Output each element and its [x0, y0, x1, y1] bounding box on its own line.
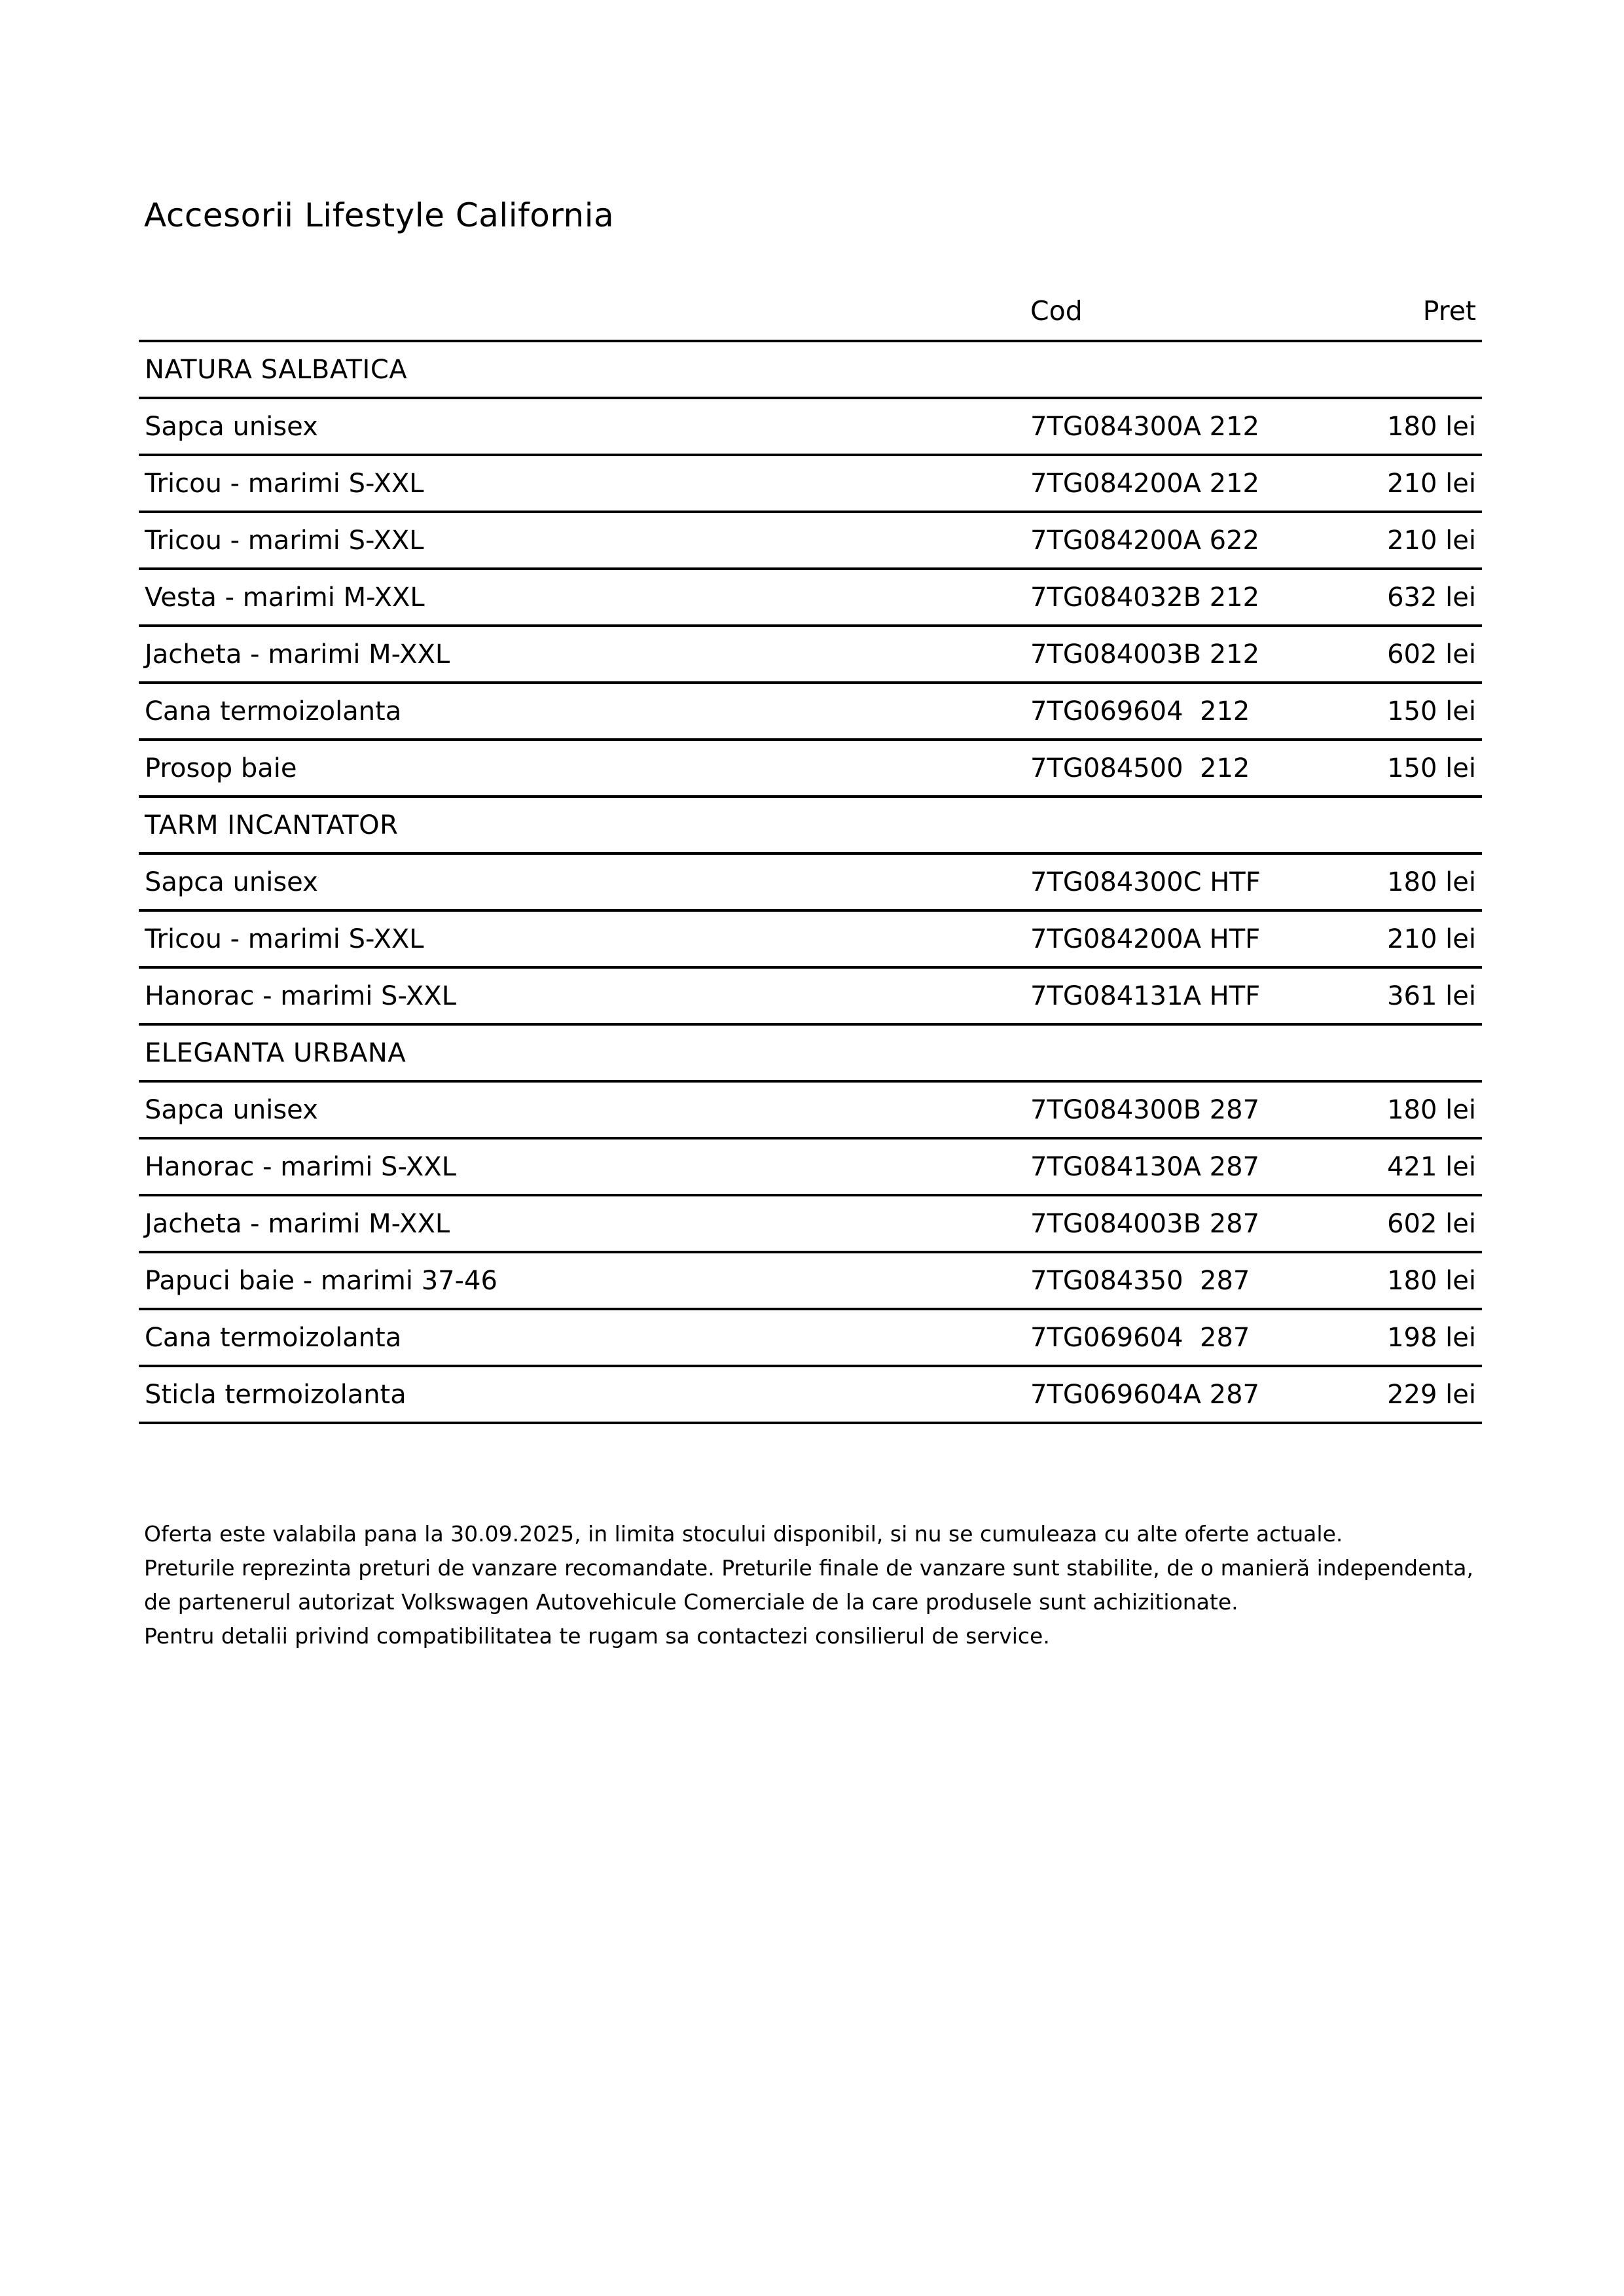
table-row [139, 570, 1482, 627]
item-code: 7TG084500 212 [1030, 753, 1250, 783]
page-title: Accesorii Lifestyle California [144, 196, 615, 234]
table-row [139, 741, 1482, 798]
item-price: 602 lei [1387, 639, 1476, 670]
item-price: 361 lei [1387, 981, 1476, 1011]
item-name: Jacheta - marimi M-XXL [145, 639, 450, 670]
section-header-row [139, 1026, 1482, 1083]
table-row [139, 1310, 1482, 1367]
item-price: 602 lei [1387, 1209, 1476, 1239]
item-price: 632 lei [1387, 583, 1476, 613]
item-price: 198 lei [1387, 1323, 1476, 1353]
table-row [139, 1253, 1482, 1310]
item-price: 229 lei [1387, 1380, 1476, 1410]
item-name: Cana termoizolanta [145, 696, 402, 726]
note-line: Pentru detalii privind compatibilitatea te rugam sa contactezi consilierul de service. [144, 1623, 1050, 1649]
item-name: Hanorac - marimi S-XXL [145, 981, 456, 1011]
table-row [139, 399, 1482, 456]
item-name: Vesta - marimi M-XXL [145, 583, 425, 613]
item-price: 180 lei [1387, 1095, 1476, 1125]
table-row [139, 1367, 1482, 1424]
table-row [139, 1196, 1482, 1253]
section-header-row [139, 342, 1482, 399]
item-price: 180 lei [1387, 412, 1476, 442]
item-price: 210 lei [1387, 469, 1476, 499]
table-row [139, 855, 1482, 912]
item-name: Tricou - marimi S-XXL [145, 526, 424, 556]
item-code: 7TG084131A HTF [1030, 981, 1261, 1011]
item-code: 7TG084300B 287 [1030, 1095, 1260, 1125]
table-row [139, 456, 1482, 513]
item-name: Sapca unisex [145, 412, 318, 442]
section-header-row [139, 798, 1482, 855]
note-line: de partenerul autorizat Volkswagen Autovehicule Comerciale de la care produsele sunt achizitionate. [144, 1589, 1238, 1615]
table-row [139, 1139, 1482, 1196]
item-code: 7TG084200A 212 [1030, 469, 1259, 499]
item-name: Sticla termoizolanta [145, 1380, 406, 1410]
item-name: Prosop baie [145, 753, 297, 783]
table-row [139, 969, 1482, 1026]
item-price: 421 lei [1387, 1152, 1476, 1182]
item-name: Jacheta - marimi M-XXL [145, 1209, 450, 1239]
section-title: ELEGANTA URBANA [145, 1038, 406, 1068]
item-name: Cana termoizolanta [145, 1323, 402, 1353]
table-row [139, 627, 1482, 684]
table-row [139, 912, 1482, 969]
item-code: 7TG069604 212 [1030, 696, 1250, 726]
item-code: 7TG084300C HTF [1030, 867, 1261, 897]
header-code: Cod [1030, 295, 1083, 327]
item-code: 7TG084003B 287 [1030, 1209, 1260, 1239]
item-price: 180 lei [1387, 867, 1476, 897]
table-header-row [139, 283, 1482, 342]
item-code: 7TG069604A 287 [1030, 1380, 1259, 1410]
item-name: Hanorac - marimi S-XXL [145, 1152, 456, 1182]
item-name: Sapca unisex [145, 1095, 318, 1125]
item-price: 150 lei [1387, 753, 1476, 783]
table-row [139, 1083, 1482, 1139]
item-price: 210 lei [1387, 526, 1476, 556]
item-name: Tricou - marimi S-XXL [145, 469, 424, 499]
item-name: Tricou - marimi S-XXL [145, 924, 424, 954]
header-price: Pret [1422, 295, 1476, 327]
item-code: 7TG084003B 212 [1030, 639, 1260, 670]
section-title: NATURA SALBATICA [145, 355, 408, 385]
table-body [139, 342, 1482, 1424]
item-price: 150 lei [1387, 696, 1476, 726]
price-table [139, 283, 1482, 1424]
item-code: 7TG084032B 212 [1030, 583, 1260, 613]
table-row [139, 513, 1482, 570]
item-price: 180 lei [1387, 1266, 1476, 1296]
item-code: 7TG084200A HTF [1030, 924, 1261, 954]
item-code: 7TG084300A 212 [1030, 412, 1259, 442]
item-name: Sapca unisex [145, 867, 318, 897]
item-code: 7TG069604 287 [1030, 1323, 1250, 1353]
item-price: 210 lei [1387, 924, 1476, 954]
item-code: 7TG084200A 622 [1030, 526, 1259, 556]
note-line: Preturile reprezinta preturi de vanzare recomandate. Preturile finale de vanzare sunt stabilite, de o manieră independenta, [144, 1555, 1473, 1581]
item-name: Papuci baie - marimi 37-46 [145, 1266, 497, 1296]
section-title: TARM INCANTATOR [145, 810, 399, 840]
footnotes [144, 1517, 1492, 1653]
item-code: 7TG084350 287 [1030, 1266, 1250, 1296]
note-line: Oferta este valabila pana la 30.09.2025, in limita stocului disponibil, si nu se cumuleaza cu alte oferte actuale. [144, 1521, 1343, 1547]
table-row [139, 684, 1482, 741]
item-code: 7TG084130A 287 [1030, 1152, 1259, 1182]
